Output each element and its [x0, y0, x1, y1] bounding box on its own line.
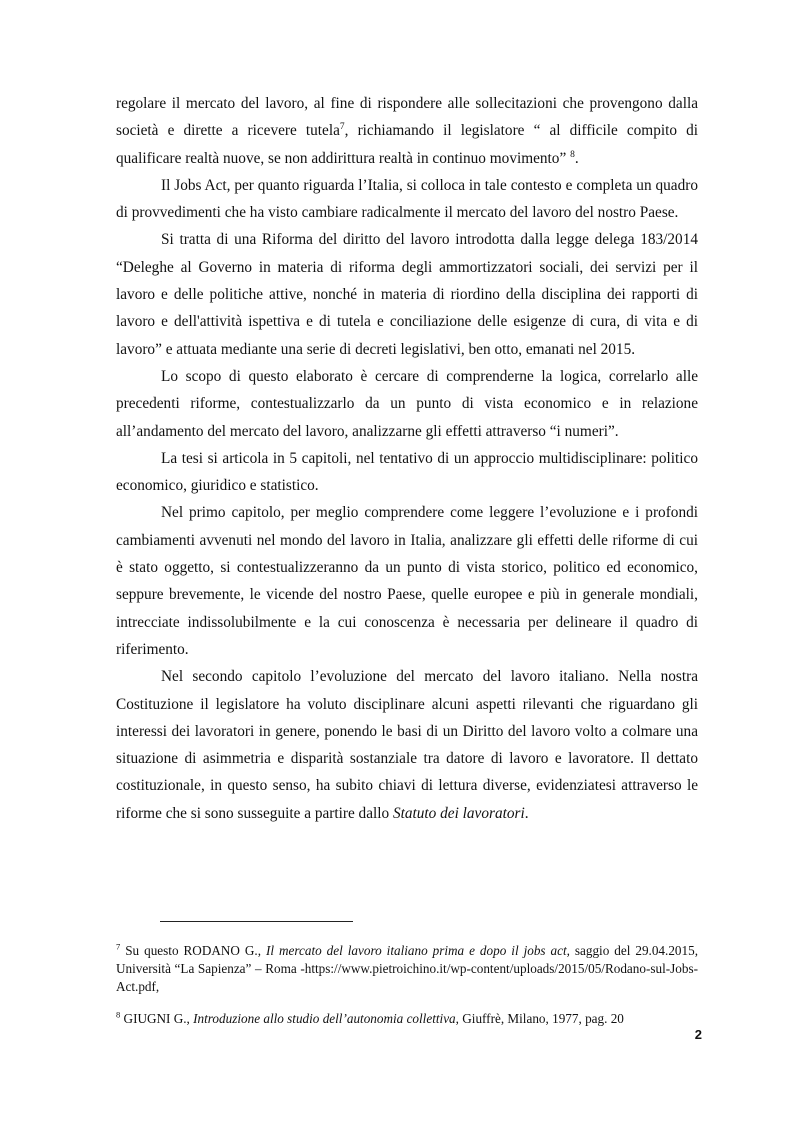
footnote-ref-8: 8	[570, 149, 575, 160]
footnotes	[116, 942, 698, 1028]
footnote-7	[116, 942, 698, 996]
paragraph-1	[116, 90, 698, 172]
footnote-7-title: Il mercato del lavoro italiano prima e dopo il jobs act,	[265, 943, 570, 958]
paragraph-4: Lo scopo di questo elaborato è cercare di comprenderne la logica, correlarlo alle precedenti riforme, contestualizzarlo da un punto di vista economico e in relazione all’andamento del mercato del lavoro, analizzarne gli effetti attraverso “i numeri”.	[116, 367, 698, 440]
paragraph-1-text-end: .	[574, 149, 579, 167]
footnote-8	[116, 1010, 698, 1028]
body-text	[116, 90, 698, 827]
paragraph-3: Si tratta di una Riforma del diritto del lavoro introdotta dalla legge delega 183/2014 “Deleghe al Governo in materia di riforma degli ammortizzatori sociali, dei servizi per il lavoro e delle politiche attive, nonché in materia di riordino della disciplina dei rapporti di lavoro e dell'attività ispettiva e di tutela e conciliazione delle esigenze di cura, di vita e di lavoro” e attuata mediante una serie di decreti legislativi, ben otto, emanati nel 2015.	[116, 231, 698, 358]
paragraph-7-italic: Statuto dei lavoratori	[392, 804, 525, 822]
footnote-8-number: 8	[116, 1009, 121, 1020]
footnote-7-number: 7	[116, 941, 121, 952]
paragraph-1-text: regolare il mercato del lavoro, al fine di rispondere alle sollecitazioni che provengono dalla società e dirette a ricevere tutela	[116, 95, 698, 140]
paragraph-6: Nel primo capitolo, per meglio comprendere come leggere l’evoluzione e i profondi cambiamenti avvenuti nel mondo del lavoro in Italia, analizzare gli effetti delle riforme di cui è stato oggetto, si contestualizzeranno da un punto di vista storico, politico ed economico, seppure brevemente, le vicende del nostro Paese, quelle europee e più in generale mondiali, intrecciate indissolubilmente e la cui conoscenza è necessaria per delineare il quadro di riferimento.	[116, 504, 698, 658]
footnote-separator	[160, 921, 353, 922]
footnote-8-text-end: , Giuffrè, Milano, 1977, pag. 20	[455, 1011, 624, 1026]
paragraph-7-text: Nel secondo capitolo l’evoluzione del mercato del lavoro italiano. Nella nostra Costituzione il legislatore ha voluto disciplinare alcuni aspetti rilevanti che riguardano gli interessi dei lavoratori in genere, ponendo le basi di un Diritto del lavoro volto a colmare una situazione di asimmetria e disparità sostanziale tra datore di lavoro e lavoratore. Il dettato costituzionale, in questo senso, ha subito chiavi di lettura diverse, evidenziatesi attraverso le riforme che si sono susseguite a partire dallo	[116, 668, 698, 822]
paragraph-7-text-end: .	[524, 804, 529, 822]
page-number: 2	[694, 1027, 702, 1042]
paragraph-5: La tesi si articola in 5 capitoli, nel tentativo di un approccio multidisciplinare: politico economico, giuridico e statistico.	[116, 449, 698, 495]
footnote-7-text-end: saggio del 29.04.2015, Università “La Sapienza” – Roma -https://www.pietroichino.it/wp-content/uploads/2015/05/Rodano-sul-Jobs-Act.pdf,	[116, 943, 698, 994]
footnote-ref-7: 7	[339, 122, 345, 133]
footnote-8-text: GIUGNI G.,	[120, 1011, 194, 1026]
paragraph-1-text-cont: , richiamando il legislatore “ al difficile compito di qualificare realtà nuove, se non addirittura realtà in continuo movimento”	[116, 122, 698, 167]
paragraph-7	[116, 663, 698, 827]
paragraph-2: Il Jobs Act, per quanto riguarda l’Italia, si colloca in tale contesto e completa un quadro di provvedimenti che ha visto cambiare radicalmente il mercato del lavoro del nostro Paese.	[116, 176, 698, 222]
footnote-7-text: Su questo RODANO G.,	[120, 943, 266, 958]
footnote-8-title: Introduzione allo studio dell’autonomia collettiva	[193, 1011, 456, 1026]
